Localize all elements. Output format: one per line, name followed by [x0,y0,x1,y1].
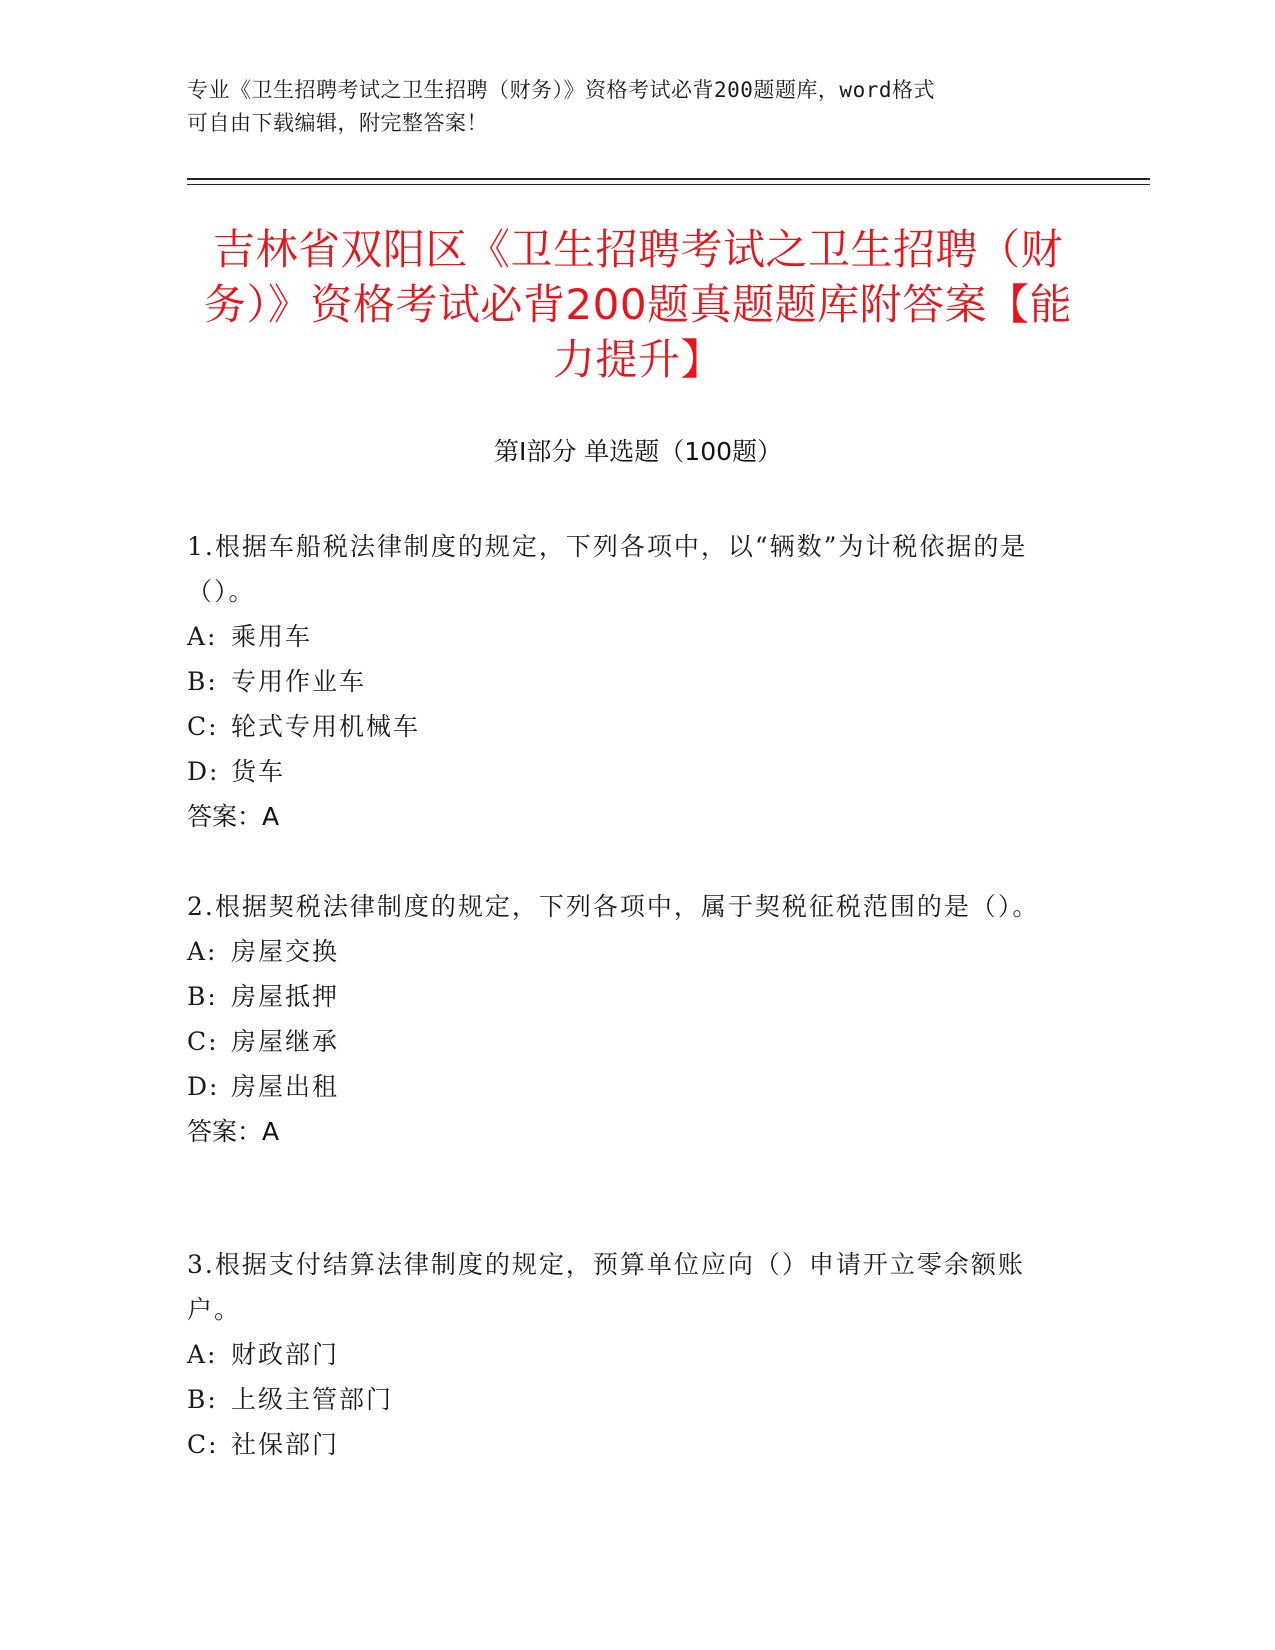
option-text: 房屋出租 [231,1072,340,1101]
option-letter: A: [187,1340,218,1369]
option-c [187,1422,1067,1467]
option-text: 轮式专用机械车 [231,712,421,741]
header-divider-thick [187,178,1150,180]
document-title: 吉林省双阳区《卫生招聘考试之卫生招聘（财务）》资格考试必背200题真题题库附答案【能力提升】 [203,225,1073,384]
option-letter: D: [187,1072,220,1101]
option-text: 社保部门 [231,1430,340,1459]
question-2 [187,884,1067,1154]
header-divider-thin [187,184,1150,185]
option-letter: D: [187,757,220,786]
option-text: 财政部门 [231,1340,340,1369]
section-title: 第Ⅰ部分 单选题（100题） [493,437,783,466]
option-b [187,659,1067,704]
question-stem: 1.根据车船税法律制度的规定，下列各项中，以“辆数”为计税依据的是（）。 [187,532,1028,606]
question-stem: 2.根据契税法律制度的规定，下列各项中，属于契税征税范围的是（）。 [187,892,1040,921]
option-b [187,1377,1067,1422]
option-letter: B: [187,982,218,1011]
option-text: 专用作业车 [231,667,367,696]
option-letter: A: [187,622,218,651]
option-letter: C: [187,1027,219,1056]
option-d [187,749,1067,794]
option-a [187,614,1067,659]
option-b [187,974,1067,1019]
option-a [187,1332,1067,1377]
header-note-line-2: 可自由下载编辑，附完整答案！ [187,111,488,135]
option-c [187,704,1067,749]
option-letter: A: [187,937,218,966]
question-stem: 3.根据支付结算法律制度的规定，预算单位应向（）申请开立零余额账户。 [187,1250,1025,1324]
option-letter: C: [187,1430,219,1459]
header-note [187,74,1067,140]
answer-line: 答案：A [187,1117,280,1146]
option-text: 上级主管部门 [231,1385,394,1414]
answer-line: 答案：A [187,802,280,831]
option-text: 乘用车 [231,622,313,651]
question-3 [187,1242,1067,1467]
option-a [187,929,1067,974]
option-letter: B: [187,1385,218,1414]
header-note-line-1: 专业《卫生招聘考试之卫生招聘（财务）》资格考试必背200题题库，word格式 [187,78,935,102]
question-1 [187,524,1067,839]
option-text: 房屋继承 [231,1027,340,1056]
option-text: 房屋抵押 [231,982,340,1011]
option-letter: C: [187,712,219,741]
option-text: 货车 [231,757,286,786]
option-c [187,1019,1067,1064]
option-d [187,1064,1067,1109]
option-letter: B: [187,667,218,696]
option-text: 房屋交换 [231,937,340,966]
